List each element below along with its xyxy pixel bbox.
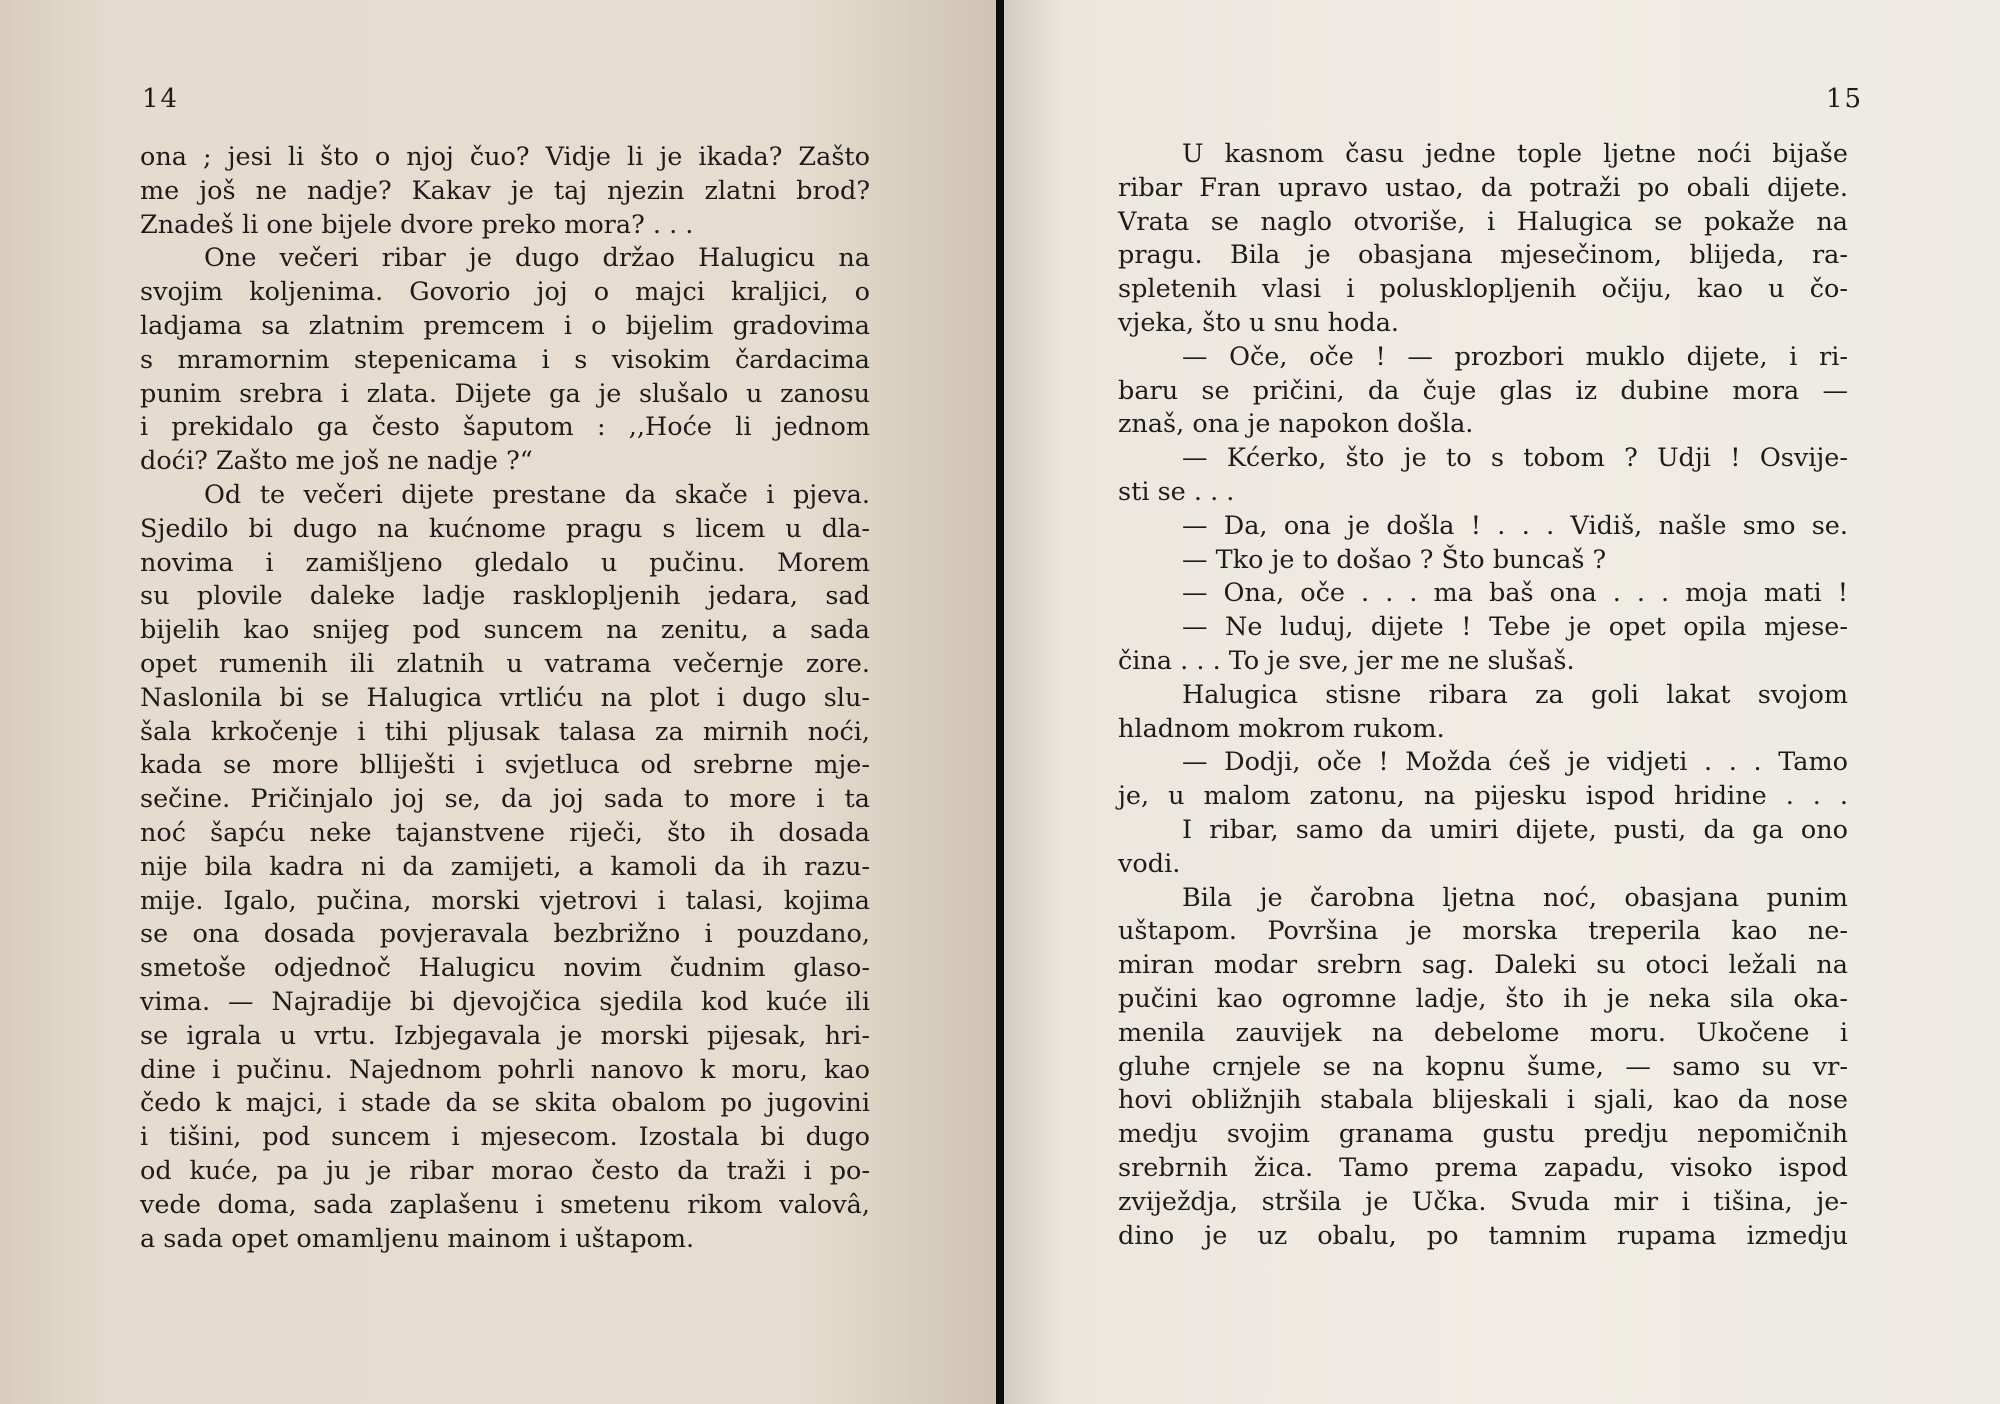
text-line: me još ne nadje? Kakav je taj njezin zlatni brod? bbox=[140, 175, 870, 206]
text-line: vede doma, sada zaplašenu i smetenu rikom valovâ, bbox=[140, 1189, 870, 1220]
text-line: smetoše odjednoč Halugicu novim čudnim glaso- bbox=[140, 953, 870, 984]
text-line: baru se pričini, da čuje glas iz dubine mora — bbox=[1118, 375, 1848, 406]
text-line: znaš, ona je napokon došla. bbox=[1118, 409, 1474, 440]
text-line: I ribar, samo da umiri dijete, pusti, da ga ono bbox=[1182, 814, 1848, 845]
text-line: Halugica stisne ribara za goli lakat svojom bbox=[1182, 679, 1848, 710]
page-text bbox=[140, 141, 870, 1256]
text-line: Od te večeri dijete prestane da skače i pjeva. bbox=[204, 479, 870, 510]
text-line: spletenih vlasi i polusklopljenih očiju, kao u čo- bbox=[1118, 274, 1848, 305]
text-line: — Tko je to došao ? Što buncaš ? bbox=[1182, 544, 1607, 575]
text-line: čedo k majci, i stade da se skita obalom po jugovini bbox=[140, 1088, 870, 1119]
text-line: — Kćerko, što je to s tobom ? Udji ! Osvije- bbox=[1182, 443, 1848, 474]
text-line: dine i pučinu. Najednom pohrli nanovo k moru, kao bbox=[140, 1054, 870, 1085]
text-line: — Da, ona je došla ! . . . Vidiš, našle smo se. bbox=[1182, 510, 1848, 541]
text-line: a sada opet omamljenu mainom i uštapom. bbox=[140, 1223, 695, 1254]
text-line: — Ona, oče . . . ma baš ona . . . moja mati ! bbox=[1182, 578, 1848, 609]
text-line: se ona dosada povjeravala bezbrižno i pouzdano, bbox=[140, 919, 870, 950]
text-line: nije bila kadra ni da zamijeti, a kamoli da ih razu- bbox=[140, 851, 870, 882]
page-number: 15 bbox=[1826, 84, 1864, 114]
text-line: novima i zamišljeno gledalo u pučinu. Morem bbox=[140, 547, 870, 578]
text-line: vodi. bbox=[1118, 848, 1181, 879]
text-line: pučini kao ogromne ladje, što ih je neka sila oka- bbox=[1118, 983, 1848, 1014]
text-line: gluhe crnjele se na kopnu šume, — samo su vr- bbox=[1118, 1051, 1848, 1082]
text-line: od kuće, pa ju je ribar morao često da traži i po- bbox=[140, 1155, 870, 1186]
text-line: ona ; jesi li što o njoj čuo? Vidje li je ikada? Zašto bbox=[140, 142, 870, 172]
text-line: je, u malom zatonu, na pijesku ispod hridine . . . bbox=[1118, 781, 1848, 812]
text-line: — Ne luduj, dijete ! Tebe je opet opila mjese- bbox=[1182, 612, 1848, 643]
text-line: se igrala u vrtu. Izbjegavala je morski pijesak, hri- bbox=[140, 1020, 870, 1051]
text-line: i prekidalo ga često šaputom : ,,Hoće li jednom bbox=[140, 412, 870, 443]
text-line: bijelih kao snijeg pod suncem na zenitu, a sada bbox=[140, 615, 870, 646]
text-line: hladnom mokrom rukom. bbox=[1118, 713, 1445, 744]
text-line: — Dodji, oče ! Možda ćeš je vidjeti . . . Tamo bbox=[1182, 747, 1848, 778]
text-line: zviježdja, stršila je Učka. Svuda mir i tišina, je- bbox=[1118, 1186, 1848, 1217]
text-line: Bila je čarobna ljetna noć, obasjana punim bbox=[1182, 882, 1848, 913]
text-line: mije. Igalo, pučina, morski vjetrovi i talasi, kojima bbox=[140, 885, 870, 916]
text-line: i tišini, pod suncem i mjesecom. Izostala bi dugo bbox=[140, 1122, 870, 1153]
text-line: s mramornim stepenicama i s visokim čardacima bbox=[140, 344, 870, 375]
text-line: doći? Zašto me još ne nadje ?“ bbox=[140, 446, 533, 477]
text-line: kada se more blliješti i svjetluca od srebrne mje- bbox=[140, 750, 870, 781]
text-line: srebrnih žica. Tamo prema zapadu, visoko ispod bbox=[1118, 1152, 1848, 1183]
text-line: vjeka, što u snu hoda. bbox=[1118, 307, 1400, 338]
book-gutter bbox=[996, 0, 1004, 1404]
text-line: noć šapću neke tajanstvene riječi, što ih dosada bbox=[140, 817, 870, 848]
right-page bbox=[1004, 0, 2000, 1404]
text-line: punim srebra i zlata. Dijete ga je slušalo u zanosu bbox=[140, 378, 870, 409]
text-line: su plovile daleke ladje rasklopljenih jedara, sad bbox=[140, 581, 870, 612]
left-page bbox=[0, 0, 996, 1404]
text-line: dino je uz obalu, po tamnim rupama izmedju bbox=[1118, 1220, 1848, 1251]
text-line: menila zauvijek na debelome moru. Ukočene i bbox=[1118, 1017, 1848, 1048]
text-line: opet rumenih ili zlatnih u vatrama večernje zore. bbox=[140, 648, 870, 679]
text-line: Naslonila bi se Halugica vrtliću na plot i dugo slu- bbox=[140, 682, 870, 713]
text-line: U kasnom času jedne tople ljetne noći bijaše bbox=[1182, 139, 1848, 169]
text-line: vima. — Najradije bi djevojčica sjedila kod kuće ili bbox=[140, 986, 870, 1017]
text-line: sečine. Pričinjalo joj se, da joj sada to more i ta bbox=[140, 784, 870, 815]
text-line: — Oče, oče ! — prozbori muklo dijete, i ri- bbox=[1182, 341, 1848, 372]
text-line: Sjedilo bi dugo na kućnome pragu s licem u dla- bbox=[140, 513, 870, 544]
text-line: svojim koljenima. Govorio joj o majci kraljici, o bbox=[140, 277, 870, 308]
text-line: medju svojim granama gustu predju nepomičnih bbox=[1118, 1119, 1848, 1150]
text-line: sti se . . . bbox=[1118, 476, 1235, 507]
text-line: hovi obližnjih stabala blijeskali i sjali, kao da nose bbox=[1118, 1085, 1848, 1116]
text-line: šala krkočenje i tihi pljusak talasa za mirnih noći, bbox=[140, 716, 870, 747]
text-line: miran modar srebrn sag. Daleki su otoci ležali na bbox=[1118, 950, 1848, 981]
text-line: ribar Fran upravo ustao, da potraži po obali dijete. bbox=[1118, 172, 1848, 203]
text-line: ladjama sa zlatnim premcem i o bijelim gradovima bbox=[140, 310, 870, 341]
text-line: uštapom. Površina je morska treperila kao ne- bbox=[1118, 916, 1848, 947]
text-line: čina . . . To je sve, jer me ne slušaš. bbox=[1118, 645, 1575, 676]
page-number: 14 bbox=[142, 84, 180, 114]
text-line: pragu. Bila je obasjana mjesečinom, blijeda, ra- bbox=[1118, 240, 1848, 271]
text-line: Vrata se naglo otvoriše, i Halugica se pokaže na bbox=[1118, 206, 1848, 237]
page-text bbox=[1118, 138, 1848, 1253]
text-line: One večeri ribar je dugo držao Halugicu na bbox=[204, 243, 870, 274]
text-line: Znadeš li one bijele dvore preko mora? . . . bbox=[140, 209, 694, 240]
